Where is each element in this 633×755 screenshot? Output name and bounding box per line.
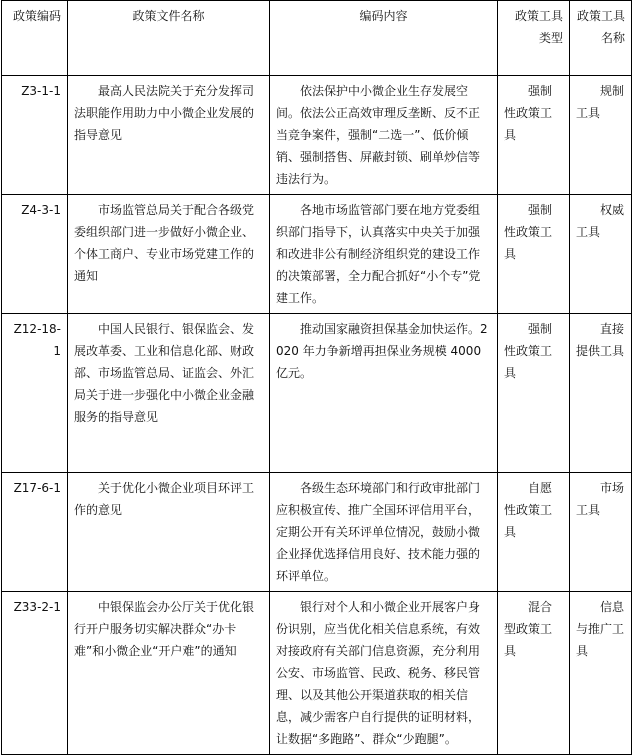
header-policy-code: 政策编码 [2,1,68,76]
cell-policy-name: 最高人民法院关于充分发挥司法职能作用助力中小微企业发展的指导意见 [68,76,270,195]
cell-coding-content: 各地市场监管部门要在地方党委组织部门指导下，认真落实中央关于加强和改进非公有制经济组织党的建设工作的决策部署，全力配合抓好“小个专”党建工作。 [270,195,498,314]
cell-policy-name: 中国人民银行、银保监会、发展改革委、工业和信息化部、财政部、市场监管总局、证监会、外汇局关于进一步强化中小微企业金融服务的指导意见 [68,314,270,473]
cell-policy-code: Z33-2-1 [2,592,68,755]
cell-policy-name: 关于优化小微企业项目环评工作的意见 [68,473,270,592]
cell-tool-type: 混合型政策工具 [498,592,570,755]
header-coding-content: 编码内容 [270,1,498,76]
cell-tool-name: 规制工具 [570,76,632,195]
cell-coding-content: 依法保护中小微企业生存发展空间。依法公正高效审理反垄断、反不正当竞争案件，强制“二选一”、低价倾销、强制搭售、屏蔽封锁、刷单炒信等违法行为。 [270,76,498,195]
cell-policy-name: 中银保监会办公厅关于优化银行开户服务切实解决群众“办卡难”和小微企业“开户难”的通知 [68,592,270,755]
cell-policy-code: Z3-1-1 [2,76,68,195]
table-row [2,592,632,755]
cell-coding-content: 各级生态环境部门和行政审批部门应积极宣传、推广全国环评信用平台，定期公开有关环评单位情况，鼓励小微企业择优选择信用良好、技术能力强的环评单位。 [270,473,498,592]
table-header-row [2,1,632,76]
cell-policy-code: Z4-3-1 [2,195,68,314]
cell-policy-code: Z12-18-1 [2,314,68,473]
cell-tool-type: 强制性政策工具 [498,76,570,195]
cell-tool-name: 市场工具 [570,473,632,592]
cell-tool-name: 直接提供工具 [570,314,632,473]
table-row [2,473,632,592]
cell-coding-content: 推动国家融资担保基金加快运作。2020 年力争新增再担保业务规模 4000 亿元。 [270,314,498,473]
table-row [2,314,632,473]
header-tool-type: 政策工具类型 [498,1,570,76]
cell-tool-type: 自愿性政策工具 [498,473,570,592]
policy-table [1,0,632,755]
header-policy-name: 政策文件名称 [68,1,270,76]
cell-tool-name: 信息与推广工具 [570,592,632,755]
cell-policy-code: Z17-6-1 [2,473,68,592]
cell-tool-type: 强制性政策工具 [498,314,570,473]
cell-policy-name: 市场监管总局关于配合各级党委组织部门进一步做好小微企业、个体工商户、专业市场党建工作的通知 [68,195,270,314]
cell-tool-name: 权威工具 [570,195,632,314]
table-row [2,195,632,314]
header-tool-name: 政策工具名称 [570,1,632,76]
cell-coding-content: 银行对个人和小微企业开展客户身份识别，应当优化相关信息系统，有效对接政府有关部门信息资源，充分利用公安、市场监管、民政、税务、移民管理、以及其他公开渠道获取的相关信息，减少需客户自行提供的证明材料，让数据“多跑路”、群众“少跑腿”。 [270,592,498,755]
table-row [2,76,632,195]
cell-tool-type: 强制性政策工具 [498,195,570,314]
